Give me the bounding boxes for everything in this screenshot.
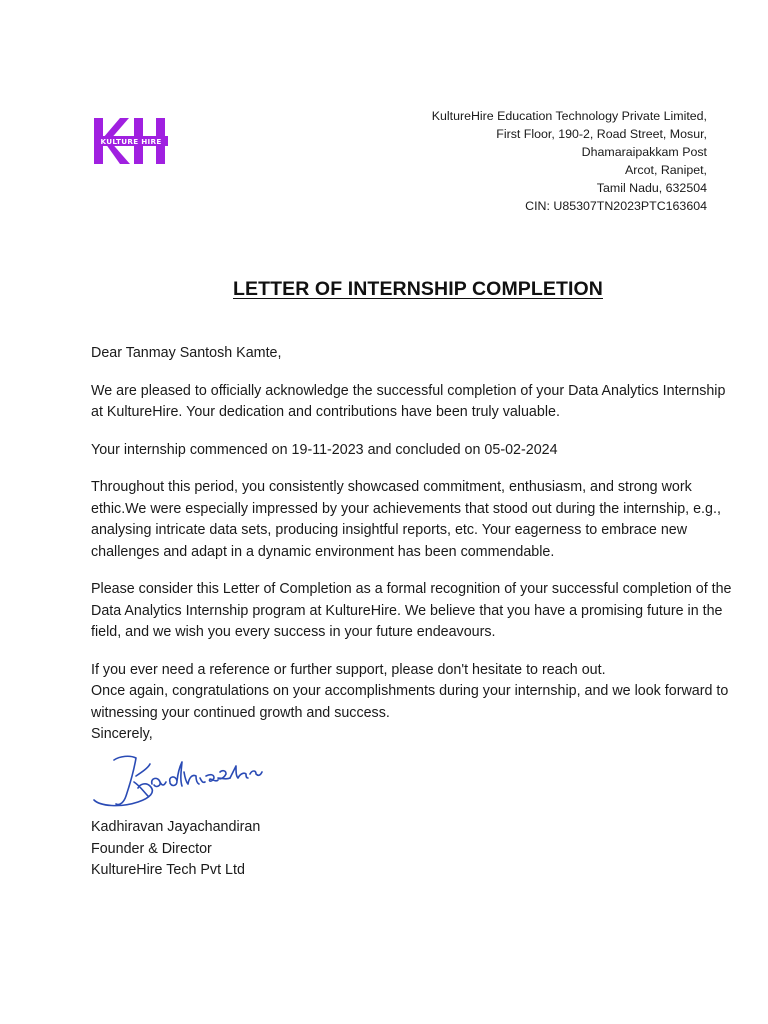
address-line: Arcot, Ranipet, xyxy=(625,163,707,177)
salutation: Dear Tanmay Santosh Kamte, xyxy=(91,345,282,361)
paragraph-achievements: Throughout this period, you consistently showcased commitment, enthusiasm, and strong work ethic.We were especially impressed by your achievements that stood out during the internship, e.g., analysing intricate data sets, producing insightful reports, etc. Your eagerness to embrace new challenges and adapt in a dynamic environment has been commendable. xyxy=(91,479,721,560)
address-line: Dhamaraipakkam Post xyxy=(581,145,707,159)
signer-company: KultureHire Tech Pvt Ltd xyxy=(91,862,245,878)
paragraph-support: If you ever need a reference or further support, please don't hesitate to reach out. xyxy=(91,661,606,678)
signer-name: Kadhiravan Jayachandiran xyxy=(91,819,261,835)
signer-role: Founder & Director xyxy=(91,840,212,857)
handwritten-signature xyxy=(90,752,280,812)
letter-title: LETTER OF INTERNSHIP COMPLETION xyxy=(232,278,603,300)
address-line: First Floor, 190-2, Road Street, Mosur, xyxy=(496,127,707,141)
paragraph-dates: Your internship commenced on 19-11-2023 and concluded on 05-02-2024 xyxy=(91,441,558,458)
address-line: Tamil Nadu, 632504 xyxy=(596,181,707,195)
paragraph-congratulations: Once again, congratulations on your accomplishments during your internship, and we look forward to witnessing your continued growth and success. xyxy=(91,683,729,721)
logo-tagline: KULTURE HIRE xyxy=(100,137,162,147)
address-cin: CIN: U85307TN2023PTC163604 xyxy=(525,199,707,213)
signature-icon xyxy=(90,752,280,812)
kulturehire-logo xyxy=(94,116,168,166)
paragraph-acknowledgement: We are pleased to officially acknowledge the successful completion of your Data Analytics Internship at KultureHire. Your dedication and contributions have been truly valuable. xyxy=(91,382,726,420)
closing: Sincerely, xyxy=(91,726,153,742)
address-line: KultureHire Education Technology Private Limited, xyxy=(431,109,707,123)
kh-logo-icon xyxy=(94,116,168,166)
letter-body xyxy=(91,343,736,746)
paragraph-recognition: Please consider this Letter of Completion as a formal recognition of your successful completion of the Data Analytics Internship program at KultureHire. We believe that you have a promising future in the field, and we wish you every success in your future endeavours. xyxy=(91,581,732,640)
company-address xyxy=(432,107,707,215)
signer-block xyxy=(91,817,260,882)
